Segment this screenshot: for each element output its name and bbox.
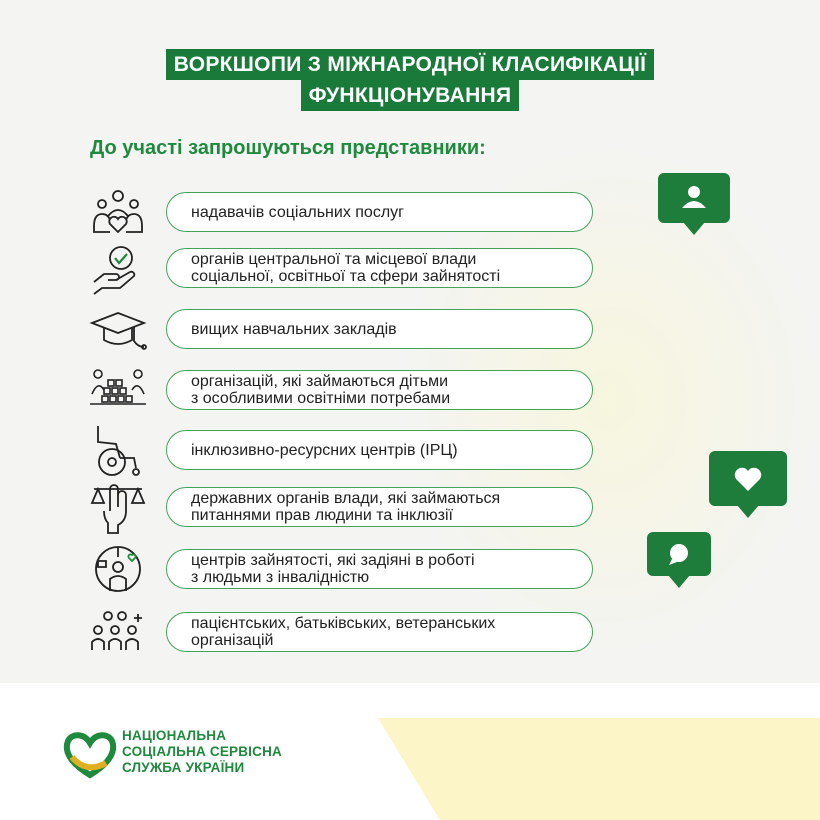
item-pill [166, 549, 593, 589]
hand-check-icon [88, 242, 148, 298]
children-blocks-icon [88, 364, 148, 420]
item-pill [166, 309, 593, 349]
people-heart-icon [88, 186, 148, 242]
fist-scales-icon [88, 481, 148, 537]
heart-bubble [709, 451, 787, 506]
title-block [0, 49, 820, 111]
group-plus-icon [88, 606, 148, 662]
item-pill [166, 192, 593, 232]
list-item [88, 430, 598, 474]
list-item [88, 192, 598, 236]
subtitle: До участі запрошуються представники: [90, 137, 486, 159]
item-pill [166, 430, 593, 470]
item-pill [166, 487, 593, 527]
item-label: державних органів влади, які займаються питаннями прав людини та інклюзії [191, 490, 501, 524]
logo-icon [62, 727, 118, 779]
item-label: пацієнтських, батьківських, ветеранських організацій [191, 615, 496, 649]
chat-icon [647, 532, 711, 576]
graduation-cap-icon [88, 303, 148, 359]
chat-bubble [647, 532, 711, 576]
list-item [88, 248, 598, 292]
item-pill [166, 612, 593, 652]
list-item [88, 370, 598, 414]
heart-icon [709, 451, 787, 506]
list-item [88, 612, 598, 656]
logo-line-1: НАЦІОНАЛЬНА [122, 728, 227, 743]
item-label: надавачів соціальних послуг [191, 203, 404, 221]
logo-text [122, 728, 282, 776]
item-label: інклюзивно-ресурсних центрів (ІРЦ) [191, 441, 458, 459]
logo-line-3: СЛУЖБА УКРАЇНИ [122, 760, 245, 775]
person-circle-icon [88, 543, 148, 599]
item-label: органів центральної та місцевої влади соціальної, освітньої та сфери зайнятості [191, 251, 501, 285]
logo-line-2: СОЦІАЛЬНА СЕРВІСНА [122, 744, 282, 759]
list-item [88, 549, 598, 593]
wheelchair-icon [88, 424, 148, 480]
user-icon [658, 173, 730, 223]
item-label: вищих навчальних закладів [191, 320, 397, 338]
item-pill [166, 370, 593, 410]
item-label: організацій, які займаються дітьми з особливими освітніми потребами [191, 373, 451, 407]
title-line-1: ВОРКШОПИ З МІЖНАРОДНОЇ КЛАСИФІКАЦІЇ [166, 49, 654, 80]
list-item [88, 487, 598, 531]
list-item [88, 309, 598, 353]
item-label: центрів зайнятості, які задіяні в роботі з людьми з інвалідністю [191, 552, 475, 586]
user-bubble [658, 173, 730, 223]
title-line-2: ФУНКЦІОНУВАННЯ [301, 80, 520, 111]
item-pill [166, 248, 593, 288]
footer-yellow-shape [378, 718, 820, 820]
